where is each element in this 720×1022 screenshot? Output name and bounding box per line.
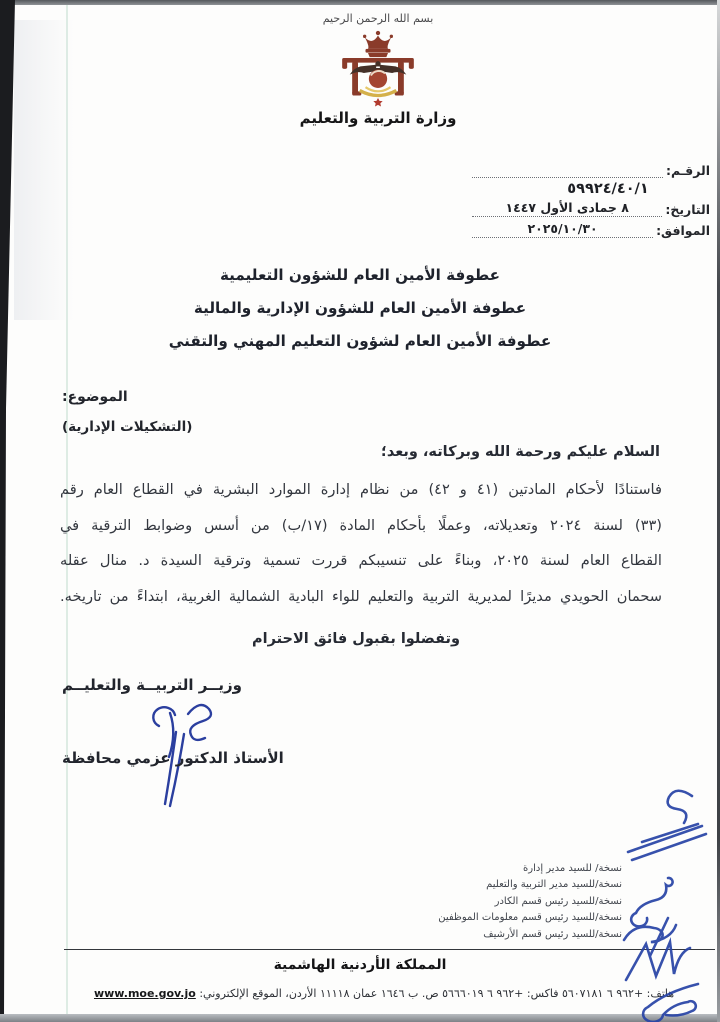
reference-date-label: التاريخ:	[665, 202, 710, 217]
reference-number-label: الرقـم:	[665, 163, 710, 178]
subject-label: الموضوع:	[62, 389, 128, 405]
kingdom-name: المملكة الأردنية الهاشمية	[273, 957, 447, 973]
addressee-line: عطوفة الأمين العام للشؤون التعليمية	[219, 266, 501, 284]
addressee-list	[0, 259, 720, 358]
cc-item: نسخة/للسيد رئيس قسم معلومات الموظفين	[438, 912, 622, 924]
scan-edge-top	[0, 0, 720, 5]
cc-item: نسخة/للسيد رئيس قسم الأرشيف	[483, 928, 622, 940]
letter-body	[60, 472, 662, 614]
addressee-line: عطوفة الأمين العام لشؤون التعليم المهني والتقني	[168, 332, 552, 350]
cc-item: نسخة/للسيد رئيس قسم الكادر	[494, 895, 622, 907]
reference-date-value: ٨ جمادى الأول ١٤٤٧	[472, 199, 662, 217]
website-link[interactable]: www.moe.gov.jo	[93, 987, 196, 1000]
body-line: فاستنادًا لأحكام المادتين (٤١ و ٤٢) من نظام إدارة الموارد البشرية في القطاع العام رقم	[60, 481, 662, 498]
signatory-name: الأستاذ الدكتور عزمي محافظة	[62, 749, 284, 767]
reference-date-row	[472, 199, 710, 217]
handwritten-annotations	[608, 778, 720, 1022]
closing-line: وتفضلوا بقبول فائق الاحترام	[252, 631, 460, 647]
addressee-line: عطوفة الأمين العام للشؤون الإدارية والمالية	[193, 299, 527, 317]
body-line: سحمان الحويدي مديرًا لمديرية التربية والتعليم للواء البادية الشمالية الغربية، ابتداءً من تاريخه.	[60, 587, 662, 605]
subject-value: (التشكيلات الإدارية)	[62, 419, 193, 435]
cc-item: نسخة/للسيد مدير التربية والتعليم	[486, 879, 622, 891]
body-line: القطاع العام لسنة ٢٠٢٥، وبناءً على تنسيبكم قررت تسمية وترقية السيدة د. منال عقله	[60, 552, 662, 569]
reference-gregorian-value: ٢٠٢٥/١٠/٣٠	[472, 220, 653, 238]
jordan-royal-crest-icon	[331, 28, 425, 108]
reference-gregorian-label: الموافق:	[656, 223, 710, 238]
minister-title: وزيــر التربيــة والتعليــم	[62, 676, 242, 694]
reference-number-row	[472, 162, 710, 178]
greeting-line: السلام عليكم ورحمة الله وبركاته، وبعد؛	[381, 444, 660, 460]
body-line: (٣٣) لسنة ٢٠٢٤ وتعديلاته، وعملًا بأحكام المادة (١٧/ب) من أسس وضوابط الترقية في	[60, 516, 662, 534]
reference-block	[472, 162, 710, 241]
bismillah-calligraphy: بسم الله الرحمن الرحيم	[322, 12, 434, 25]
reference-number-value: ٥٩٩٢٤/٤٠/١	[567, 181, 649, 197]
cc-list	[438, 861, 622, 943]
cc-item: نسخة/ للسيد مدير إدارة	[523, 863, 622, 874]
subject-block	[62, 382, 192, 442]
contact-info: هاتف: +٩٦٢ ٦ ٥٦٠٧١٨١ فاكس: +٩٦٢ ٦ ٥٦٦٦٠١٩ ص. ب ١٦٤٦ عمان ١١١١٨ الأردن، الموقع الإلكتروني:	[195, 987, 674, 1000]
reference-number-leader	[472, 162, 663, 178]
ministry-name-calligraphy: وزارة التربية والتعليم	[299, 109, 457, 127]
reference-gregorian-row	[472, 220, 710, 238]
letterhead	[293, 12, 463, 127]
